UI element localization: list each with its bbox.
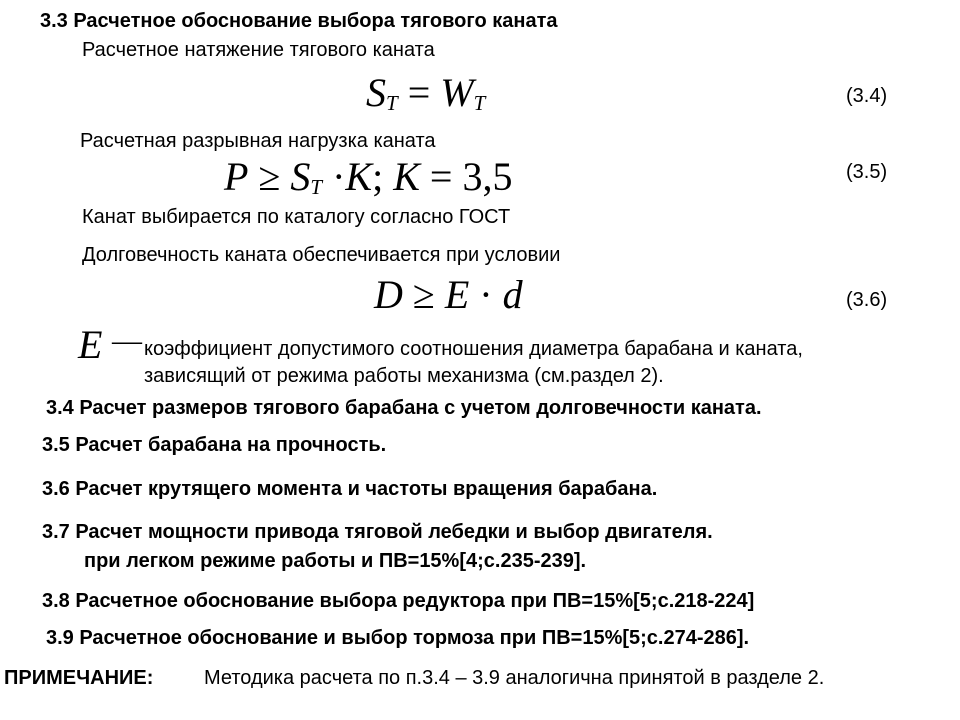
breaking-load-label: Расчетная разрывная нагрузка каната <box>80 130 436 152</box>
formula-symbol: P <box>224 154 249 199</box>
formula-operator: · <box>332 154 346 199</box>
e-symbol <box>78 322 102 368</box>
formula-operator: · <box>479 272 493 317</box>
formula-number-3-4: (3.4) <box>846 85 888 107</box>
formula-number-3-6: (3.6) <box>846 289 888 311</box>
formula-3-4 <box>366 70 485 116</box>
section-3-5: 3.5 Расчет барабана на прочность. <box>42 434 387 456</box>
catalog-text: Канат выбирается по каталогу согласно ГОСТ <box>82 206 511 228</box>
section-3-3-heading: 3.3 Расчетное обоснование выбора тягового каната <box>40 10 558 32</box>
formula-symbol: W <box>440 70 474 115</box>
durability-text: Долговечность каната обеспечивается при условии <box>82 244 561 266</box>
section-3-9: 3.9 Расчетное обоснование и выбор тормоза при ПВ=15%[5;с.274-286]. <box>46 627 750 649</box>
formula-subscript: T <box>386 91 398 115</box>
formula-operator: ; <box>372 154 384 199</box>
e-definition-line2: зависящий от режима работы механизма (см.раздел 2). <box>144 365 664 387</box>
section-3-4: 3.4 Расчет размеров тягового барабана с учетом долговечности каната. <box>46 397 762 419</box>
note-text: Методика расчета по п.3.4 – 3.9 аналогична принятой в разделе 2. <box>204 667 825 689</box>
formula-subscript: T <box>473 91 486 115</box>
formula-symbol: S <box>366 70 386 115</box>
formula-3-5 <box>224 154 512 200</box>
formula-subscript: T <box>310 175 323 199</box>
formula-symbol: E <box>444 272 470 317</box>
formula-symbol: E <box>78 322 103 367</box>
note-label: ПРИМЕЧАНИЕ: <box>4 667 154 689</box>
formula-number-3-5: (3.5) <box>846 161 888 183</box>
formula-value: 3,5 <box>462 154 513 199</box>
formula-operator: = <box>429 154 453 199</box>
formula-symbol: d <box>502 272 523 317</box>
formula-symbol: K <box>393 154 420 199</box>
e-definition-line1: коэффициент допустимого соотношения диаметра барабана и каната, <box>144 338 803 360</box>
formula-symbol: S <box>290 154 311 199</box>
formula-3-6 <box>374 272 523 318</box>
tension-label: Расчетное натяжение тягового каната <box>82 39 435 61</box>
formula-operator: = <box>407 70 431 115</box>
section-3-6: 3.6 Расчет крутящего момента и частоты вращения барабана. <box>42 478 658 500</box>
formula-symbol: D <box>374 272 403 317</box>
formula-operator: ≥ <box>258 154 281 199</box>
section-3-7-line1: 3.7 Расчет мощности привода тяговой лебедки и выбор двигателя. <box>42 521 713 543</box>
formula-operator: ≥ <box>412 272 435 317</box>
e-dash: — <box>112 324 142 357</box>
formula-symbol: K <box>345 154 373 199</box>
section-3-7-line2: при легком режиме работы и ПВ=15%[4;с.235-239]. <box>84 550 587 572</box>
section-3-8: 3.8 Расчетное обоснование выбора редуктора при ПВ=15%[5;с.218-224] <box>42 590 755 612</box>
